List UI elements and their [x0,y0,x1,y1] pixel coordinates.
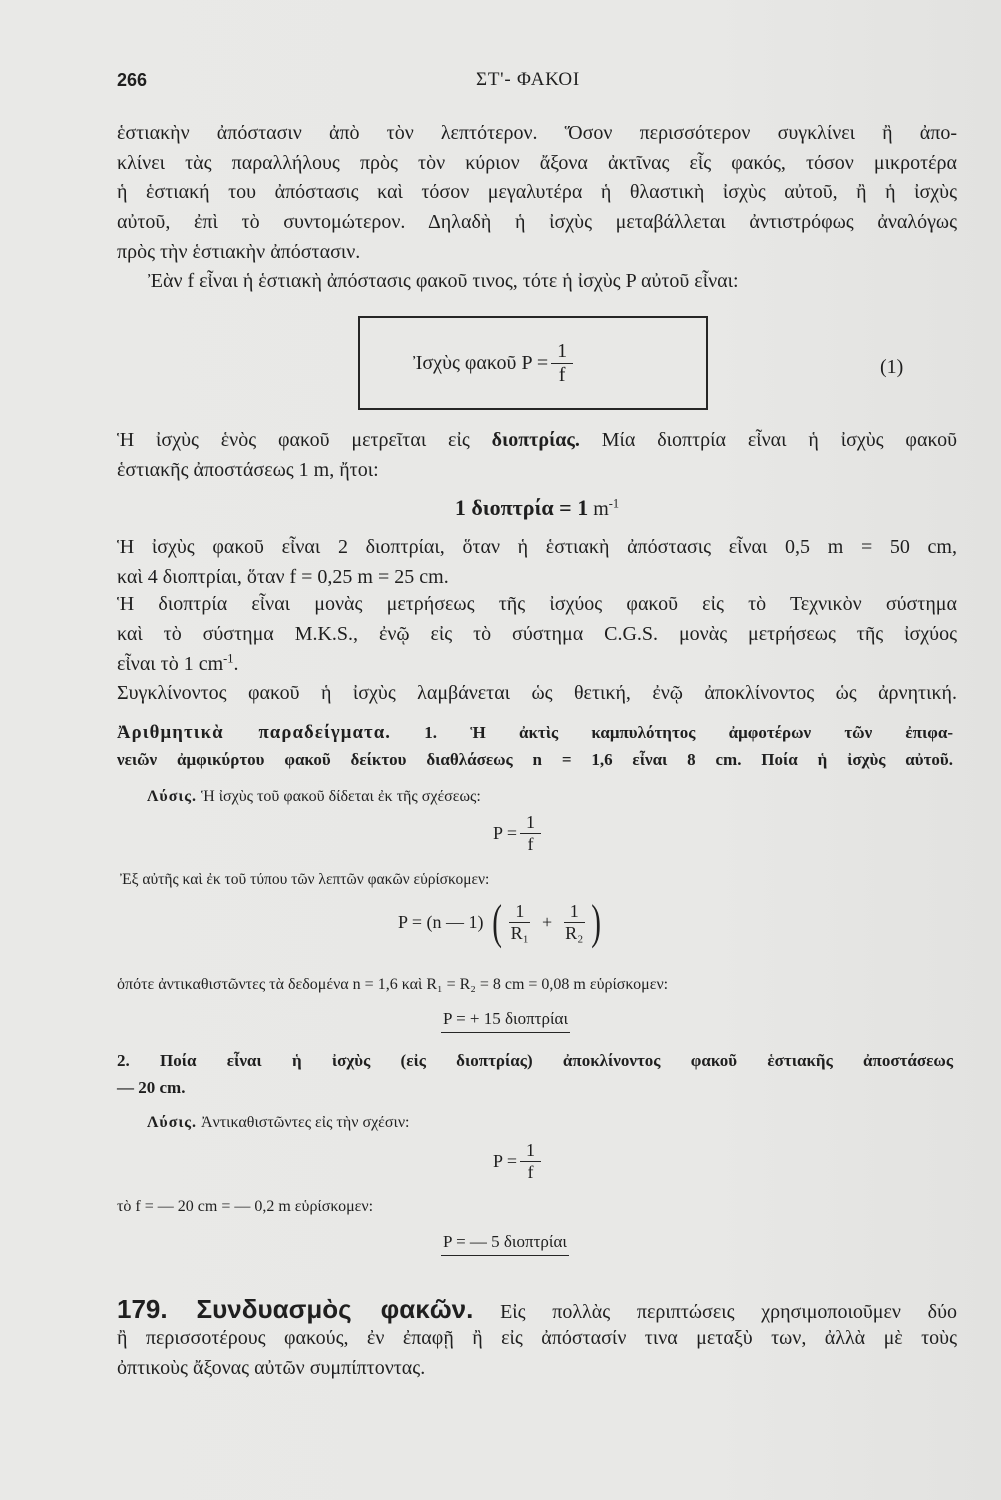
lensmaker-lhs: P = (n — 1) [398,911,484,932]
dioptre-definition-unit: m [588,498,609,520]
running-title: ΣΤ'- ΦΑΚΟΙ [476,69,580,90]
example-2-question-line-2: — 20 cm. [117,1078,186,1097]
dioptre-definition-bold: 1 διοπτρία = 1 [454,495,589,520]
dioptre-line-1-end: Μία διοπτρία εἶναι ἡ ἰσχὺς φακοῦ [579,429,957,451]
example-1-substitution: ὁπότε ἀντικαθιστῶντες τὰ δεδομένα n = 1,6 καὶ R₁ = R₂ = 8 cm = 0,08 m εὑρίσκομεν: [117,976,669,993]
fraction-numerator: 1 [520,812,541,834]
formula-fraction [520,1140,541,1182]
dioptre-line-1-start: Ἡ ἰσχὺς ἑνὸς φακοῦ μετρεῖται εἰς [117,429,492,451]
solution-label: Λύσις. [147,788,197,805]
example-2-substitution: τὸ f = — 20 cm = — 0,2 m εὑρίσκομεν: [117,1198,374,1215]
intro-line-1: ἑστιακὴν ἀπόστασιν ἀπὸ τὸν λεπτότερον. Ὅσον περισσότερον συγκλίνει ἢ ἀπο- [117,122,957,144]
focal-length-line: Ἐὰν f εἶναι ἡ ἑστιακὴ ἀπόστασις φακοῦ τινος, τότε ἡ ἰσχὺς P αὐτοῦ εἶναι: [148,270,739,292]
section-heading: 179. Συνδυασμὸς φακῶν. [117,1294,474,1324]
page-number: 266 [117,70,148,90]
close-parenthesis: ) [591,895,602,949]
section-179-line-1 [117,1293,957,1328]
intro-line-3: ἡ ἑστιακή του ἀπόστασις καὶ τόσον μεγαλυτέρα ἡ θλαστικὴ ἰσχὺς αὐτοῦ, ἢ ἡ ἰσχὺς [117,181,957,203]
formula-lhs: P = [493,822,517,843]
section-179-line-3: ὀπτικοὺς ἄξονας αὐτῶν συμπίπτοντας. [117,1357,426,1379]
formula-lhs: P = [493,1150,517,1171]
example-2-solution-line [147,1113,947,1133]
intro-line-2: κλίνει τὰς παραλλήλους πρὸς τὸν κύριον ἄξονα ἀκτῖνας εἷς φακός, τόσον μικροτέρα [117,152,957,174]
dioptre-units-2: καὶ τὸ σύστημα M.K.S., ἐνῷ εἰς τὸ σύστημα C.G.S. μονὰς μετρήσεως τῆς ἰσχύος [117,623,957,645]
fraction-denominator: R₂ [565,922,584,943]
plus-sign: + [541,911,553,932]
fraction-numerator: 1 [564,901,585,923]
example-1-question-line-1 [117,721,953,745]
equation-number: (1) [880,356,904,378]
open-parenthesis: ( [492,895,503,949]
fraction-numerator: 1 [509,901,530,923]
lensmaker-formula [398,895,603,949]
cgs-unit-text: εἶναι τὸ 1 cm [117,653,224,675]
cgs-unit-period: . [233,653,239,675]
example-2-question-line-1: 2. Ποία εἶναι ἡ ἰσχὺς (εἰς διοπτρίας) ἀποκλίνοντος φακοῦ ἑστιακῆς ἀποστάσεως [117,1051,953,1070]
fraction-denominator: f [527,833,534,854]
sign-rule: Συγκλίνοντος φακοῦ ἡ ἰσχὺς λαμβάνεται ὡς θετική, ἐνῷ ἀποκλίνοντος ὡς ἀρνητική. [117,682,957,704]
power-formula-box [358,316,708,410]
dioptre-units-1: Ἡ διοπτρία εἶναι μονὰς μετρήσεως τῆς ἰσχύος φακοῦ εἰς τὸ Τεχνικὸν σύστημα [117,593,957,615]
fraction-denominator: f [527,1161,534,1182]
example-1-solution-line [147,787,947,807]
fraction-numerator: 1 [520,1140,541,1162]
example-1-question-start: 1. Ἡ ἀκτὶς καμπυλότητος ἀμφοτέρων τῶν ἐπιφα- [391,723,954,742]
thin-lens-text: Ἐξ αὐτῆς καὶ ἐκ τοῦ τύπου τῶν λεπτῶν φακῶν εὑρίσκομεν: [120,871,490,888]
dioptre-example-1: Ἡ ἰσχὺς φακοῦ εἶναι 2 διοπτρίαι, ὅταν ἡ ἑστιακὴ ἀπόστασις εἶναι 0,5 m = 50 cm, [117,536,957,558]
dioptre-line-2: ἑστιακῆς ἀποστάσεως 1 m, ἤτοι: [117,459,379,481]
example-2-result: P = — 5 διοπτρίαι [441,1231,569,1256]
cgs-unit-line [117,652,957,676]
dioptre-term: διοπτρίας. [491,429,580,451]
fraction-1-over-r2 [561,901,587,943]
examples-heading: Ἀριθμητικὰ παραδείγματα. [117,722,392,743]
section-179-line-2: ἢ περισσοτέρους φακούς, ἐν ἐπαφῇ ἢ εἰς ἀπόστασίν τινα μεταξὺ των, ἀλλὰ μὲ τοὺς [117,1327,957,1349]
fraction-numerator: 1 [551,340,573,364]
intro-line-4: αὐτοῦ, ἐπὶ τὸ συντομώτερον. Δηλαδὴ ἡ ἰσχὺς μεταβάλλεται ἀντιστρόφως ἀναλόγως [117,211,957,233]
solution-label: Λύσις. [147,1114,197,1131]
fraction-denominator: R₁ [510,922,529,943]
formula-fraction [520,812,541,854]
dioptre-example-2: καὶ 4 διοπτρίαι, ὅταν f = 0,25 m = 25 cm. [117,566,449,588]
intro-line-5: πρὸς τὴν ἑστιακὴν ἀπόστασιν. [117,241,361,263]
dioptre-definition-exponent: -1 [608,496,620,511]
cgs-unit-exponent: -1 [223,651,234,666]
example-1-solution-intro: Ἡ ἰσχὺς τοῦ φακοῦ δίδεται ἐκ τῆς σχέσεως: [196,788,481,805]
example-1-result: P = + 15 διοπτρίαι [441,1008,570,1033]
example-1-power-formula [493,812,544,854]
example-1-question-line-2: νειῶν ἀμφικύρτου φακοῦ δείκτου διαθλάσεως n = 1,6 εἶναι 8 cm. Ποία ἡ ἰσχὺς αὐτοῦ. [117,750,953,769]
fraction-denominator: f [558,363,566,386]
dioptre-definition [117,496,957,521]
section-179-line-1-text: Εἰς πολλὰς περιπτώσεις χρησιμοποιοῦμεν δύο [473,1301,957,1323]
dioptre-line-1 [117,428,957,452]
power-formula-fraction [551,340,573,387]
power-formula-lhs: Ἰσχὺς φακοῦ P = [413,351,549,374]
example-2-solution-intro: Ἀντικαθιστῶντες εἰς τὴν σχέσιν: [196,1114,410,1131]
example-2-power-formula [493,1140,544,1182]
fraction-1-over-r1 [507,901,533,943]
